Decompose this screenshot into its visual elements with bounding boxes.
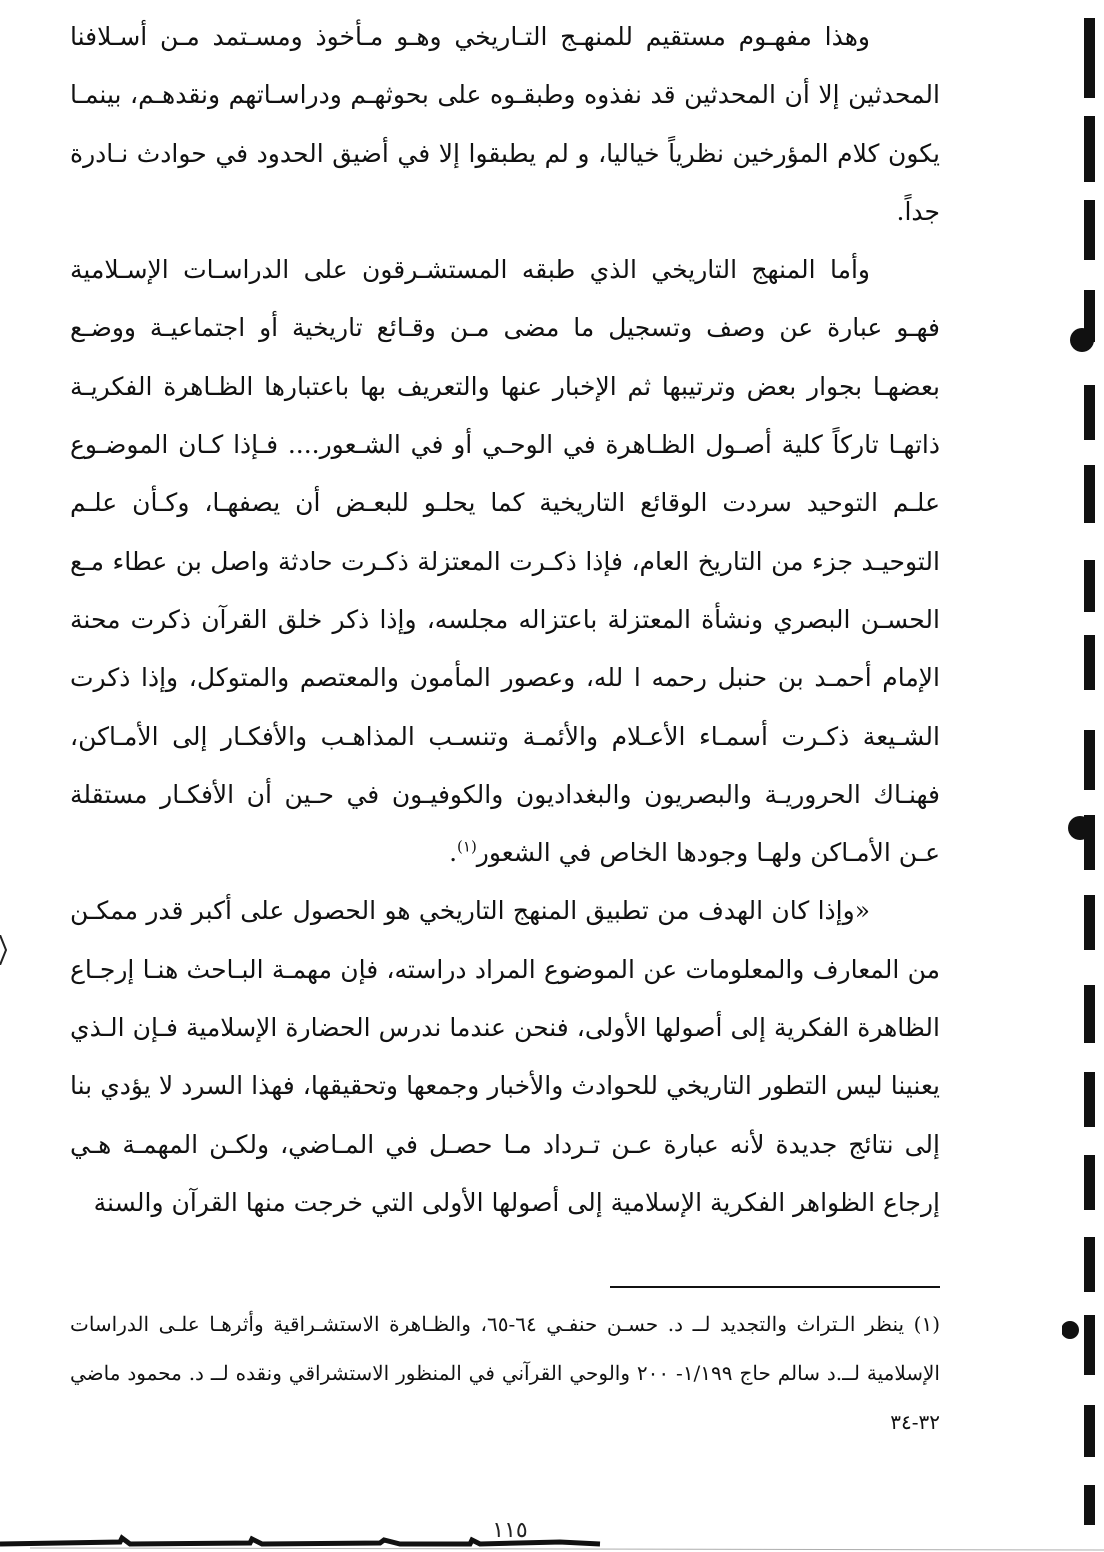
- body-text: [70, 8, 940, 1232]
- page-number: ١١٥: [492, 1518, 528, 1543]
- scan-edge-marks: [1062, 0, 1104, 1552]
- scan-bottom-edge: [0, 1528, 1104, 1552]
- footnote: [70, 1300, 940, 1447]
- paragraph-2-end: .: [449, 838, 458, 868]
- scan-left-mark: [0, 935, 8, 965]
- footnote-reference: (١): [457, 837, 477, 856]
- footnote-divider: [610, 1286, 940, 1288]
- paragraph-1: وهذا مفهـوم مستقيم للمنهـج التـاريخي وهـو مـأخوذ ومسـتمد مـن أسـلافنا المحدثين إلا أن المحدثين قد نفذوه وطبقـوه على بحوثهـم ودراسـاتهم ونقدهـم، بينمـا يكون كلام المؤرخين نظرياً خياليا، و لم يطبقوا إلا في أضيق الحدود في حوادث نـادرة جداً.: [70, 22, 940, 226]
- paragraph-3: «وإذا كان الهدف من تطبيق المنهج التاريخي هو الحصول على أكبر قدر ممكـن من المعارف والمعلومات عن الموضوع المراد دراسته، فإن مهمـة البـاحث هنـا إرجـاع الظاهرة الفكرية إلى أصولها الأولى، فنحن عندما ندرس الحضارة الإسلامية فـإن الـذي يعنينا ليس التطور التاريخي للحوادث والأخبار وجمعها وتحقيقها، فهذا السرد لا يؤدي بنا إلى نتائج جديدة لأنه عبارة عـن تـرداد مـا حصـل في المـاضي، ولكـن المهمـة هـي إرجاع الظواهر الفكرية الإسلامية إلى أصولها الأولى التي خرجت منها القرآن والسنة: [70, 896, 940, 1217]
- paragraph-2: [70, 241, 940, 882]
- footnote-text: (١) ينظر الـتراث والتجديد لــ د. حسـن حنفـي ٦٤-٦٥، والظـاهرة الاستشـراقية وأثرهـا علـى الدراسات الإسلامية لــ.د سالم حاج ١/١٩٩- ٢٠٠ والوحي القرآني في المنظور الاستشراقي ونقده لــ د. محمود ماضي ٣٢-٣٤: [70, 1312, 941, 1434]
- paragraph-2-text: وأما المنهج التاريخي الذي طبقه المستشـرقون على الدراسـات الإسـلامية فهـو عبارة عن وصف وتسجيل ما مضى مـن وقـائع تاريخية أو اجتماعيـة ووضـع بعضهـا بجوار بعض وترتيبها ثم الإخبار عنها والتعريف بها باعتبارها الظـاهرة الفكريـة ذاتهـا تاركاً كلية أصـول الظـاهرة في الوحـي أو في الشـعور.... فـإذا كـان الموضـوع علـم التوحيد سردت الوقائع التاريخية كما يحلـو للبعـض أن يصفهـا، وكـأن علـم التوحيـد جزء من التاريخ العام، فإذا ذكـرت المعتزلة ذكـرت حادثة واصل بن عطاء مـع الحسـن البصري ونشأة المعتزلة باعتزاله مجلسه، وإذا ذكر خلق القرآن ذكرت محنة الإمام أحمـد بن حنبل رحمه ا لله، وعصور المأمون والمعتصم والمتوكل، وإذا ذكرت الشـيعة ذكـرت أسمـاء الأعـلام والأئمـة وتنسـب المذاهـب والأفكـار إلى الأمـاكن، فهنـاك الحروريـة والبصريون والبغداديون والكوفيـون في حـين أن الأفكـار مستقلة عـن الأمـاكن ولهـا وجودها الخاص في الشعور: [70, 255, 940, 868]
